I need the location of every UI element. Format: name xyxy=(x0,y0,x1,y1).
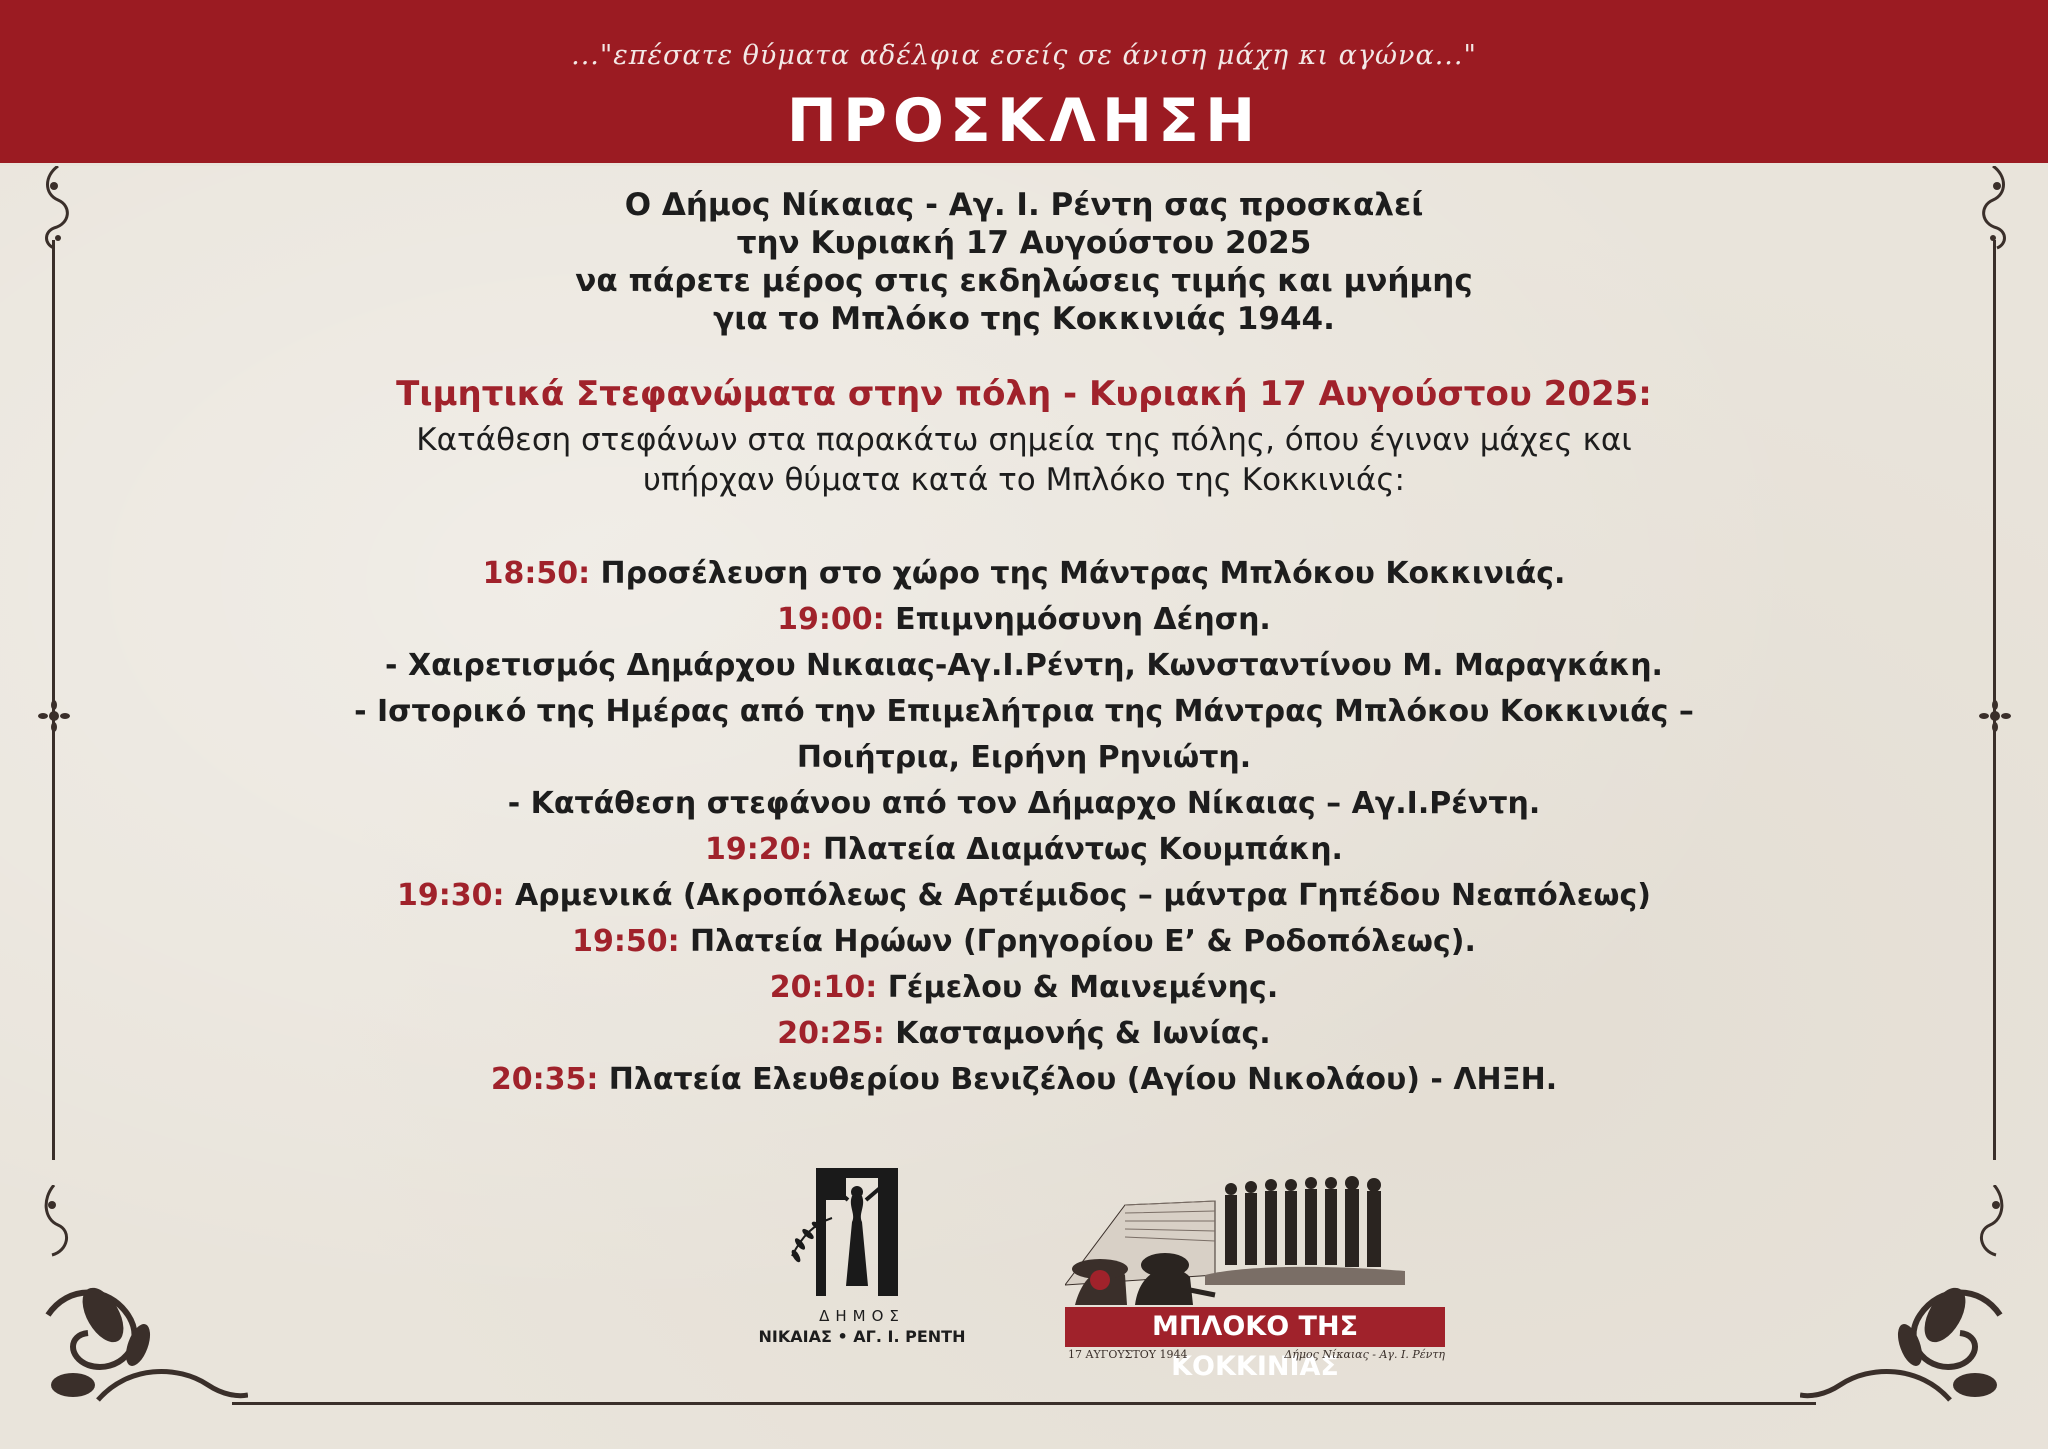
schedule-item xyxy=(0,735,2048,781)
frame-bottom-line xyxy=(232,1402,1816,1405)
schedule-text: Αρμενικά (Ακροπόλεως & Αρτέμιδος – μάντρα Γηπέδου Νεαπόλεως) xyxy=(504,878,1651,913)
schedule-time: 20:25: xyxy=(777,1016,885,1051)
section-title: Τιμητικά Στεφανώματα στην πόλη - Κυριακή 17 Αυγούστου 2025: xyxy=(396,374,1652,414)
municipality-logo-name: ΝΙΚΑΙΑΣ • ΑΓ. Ι. ΡΕΝΤΗ xyxy=(758,1327,966,1346)
event-schedule xyxy=(0,551,2048,1103)
section-desc-line: Κατάθεση στεφάνων στα παρακάτω σημεία της πόλης, όπου έγιναν μάχες και xyxy=(416,422,1632,458)
schedule-item xyxy=(0,873,2048,919)
schedule-item xyxy=(0,689,2048,735)
intro-line: Ο Δήμος Νίκαιας - Αγ. Ι. Ρέντη σας προσκαλεί xyxy=(624,187,1424,223)
schedule-item xyxy=(0,827,2048,873)
schedule-text: Γέμελου & Μαινεμένης. xyxy=(877,970,1279,1005)
schedule-item xyxy=(0,551,2048,597)
intro-line: να πάρετε μέρος στις εκδηλώσεις τιμής και μνήμης xyxy=(575,263,1473,299)
schedule-time: 20:35: xyxy=(490,1062,599,1097)
blockade-logo-municipality: Δήμος Νίκαιας - Αγ. Ι. Ρέντη xyxy=(1284,1348,1445,1361)
schedule-text: - Κατάθεση στεφάνου από τον Δήμαρχο Νίκαιας – Αγ.Ι.Ρέντη. xyxy=(507,786,1541,821)
schedule-text: Επιμνημόσυνη Δέηση. xyxy=(884,602,1271,637)
schedule-text: - Χαιρετισμός Δημάρχου Νικαιας-Αγ.Ι.Ρέντη, Κωνσταντίνου Μ. Μαραγκάκη. xyxy=(385,648,1663,683)
banner-divider xyxy=(0,163,2048,166)
schedule-text: Κασταμονής & Ιωνίας. xyxy=(884,1016,1271,1051)
schedule-time: 19:50: xyxy=(572,924,680,959)
schedule-text: Ποιήτρια, Ειρήνη Ρηνιώτη. xyxy=(796,740,1252,775)
schedule-text: - Ιστορικό της Ημέρας από την Επιμελήτρια της Μάντρας Μπλόκου Κοκκινιάς – xyxy=(354,694,1694,729)
intro-line: την Κυριακή 17 Αυγούστου 2025 xyxy=(736,225,1312,261)
intro-line: για το Μπλόκο της Κοκκινιάς 1944. xyxy=(713,301,1335,337)
schedule-time: 19:20: xyxy=(705,832,813,867)
schedule-item xyxy=(0,965,2048,1011)
blockade-logo-band: ΜΠΛΟΚΟ ΤΗΣ ΚΟΚΚΙΝΙΑΣ xyxy=(1065,1307,1445,1347)
schedule-time: 19:30: xyxy=(397,878,505,913)
schedule-time: 18:50: xyxy=(482,556,591,591)
section-description xyxy=(0,420,2048,500)
schedule-text: Πλατεία Ηρώων (Γρηγορίου Ε’ & Ροδοπόλεως). xyxy=(679,924,1476,959)
schedule-time: 19:00: xyxy=(777,602,885,637)
corner-ornament-bottom-right-icon xyxy=(1800,1185,2010,1410)
invitation-intro xyxy=(0,186,2048,338)
schedule-item xyxy=(0,597,2048,643)
municipality-logo-label: ΔΗΜΟΣ xyxy=(819,1307,905,1325)
schedule-text: Πλατεία Διαμάντως Κουμπάκη. xyxy=(812,832,1343,867)
page-title: ΠΡΟΣΚΛΗΣΗ xyxy=(786,86,1262,156)
schedule-text: Προσέλευση στο χώρο της Μάντρας Μπλόκου Κοκκινιάς. xyxy=(590,556,1566,591)
schedule-item xyxy=(0,643,2048,689)
corner-ornament-bottom-left-icon xyxy=(38,1185,248,1410)
section-desc-line: υπήρχαν θύματα κατά το Μπλόκο της Κοκκινιάς: xyxy=(643,462,1405,498)
schedule-item xyxy=(0,919,2048,965)
header-quote: ..."επέσατε θύματα αδέλφια εσείς σε άνιση μάχη κι αγώνα..." xyxy=(571,40,1477,71)
schedule-text: Πλατεία Ελευθερίου Βενιζέλου (Αγίου Νικολάου) - ΛΗΞΗ. xyxy=(598,1062,1558,1097)
schedule-item xyxy=(0,1057,2048,1103)
schedule-item xyxy=(0,1011,2048,1057)
blockade-logo-date: 17 ΑΥΓΟΥΣΤΟΥ 1944 xyxy=(1068,1348,1188,1361)
schedule-item xyxy=(0,781,2048,827)
schedule-time: 20:10: xyxy=(769,970,878,1005)
